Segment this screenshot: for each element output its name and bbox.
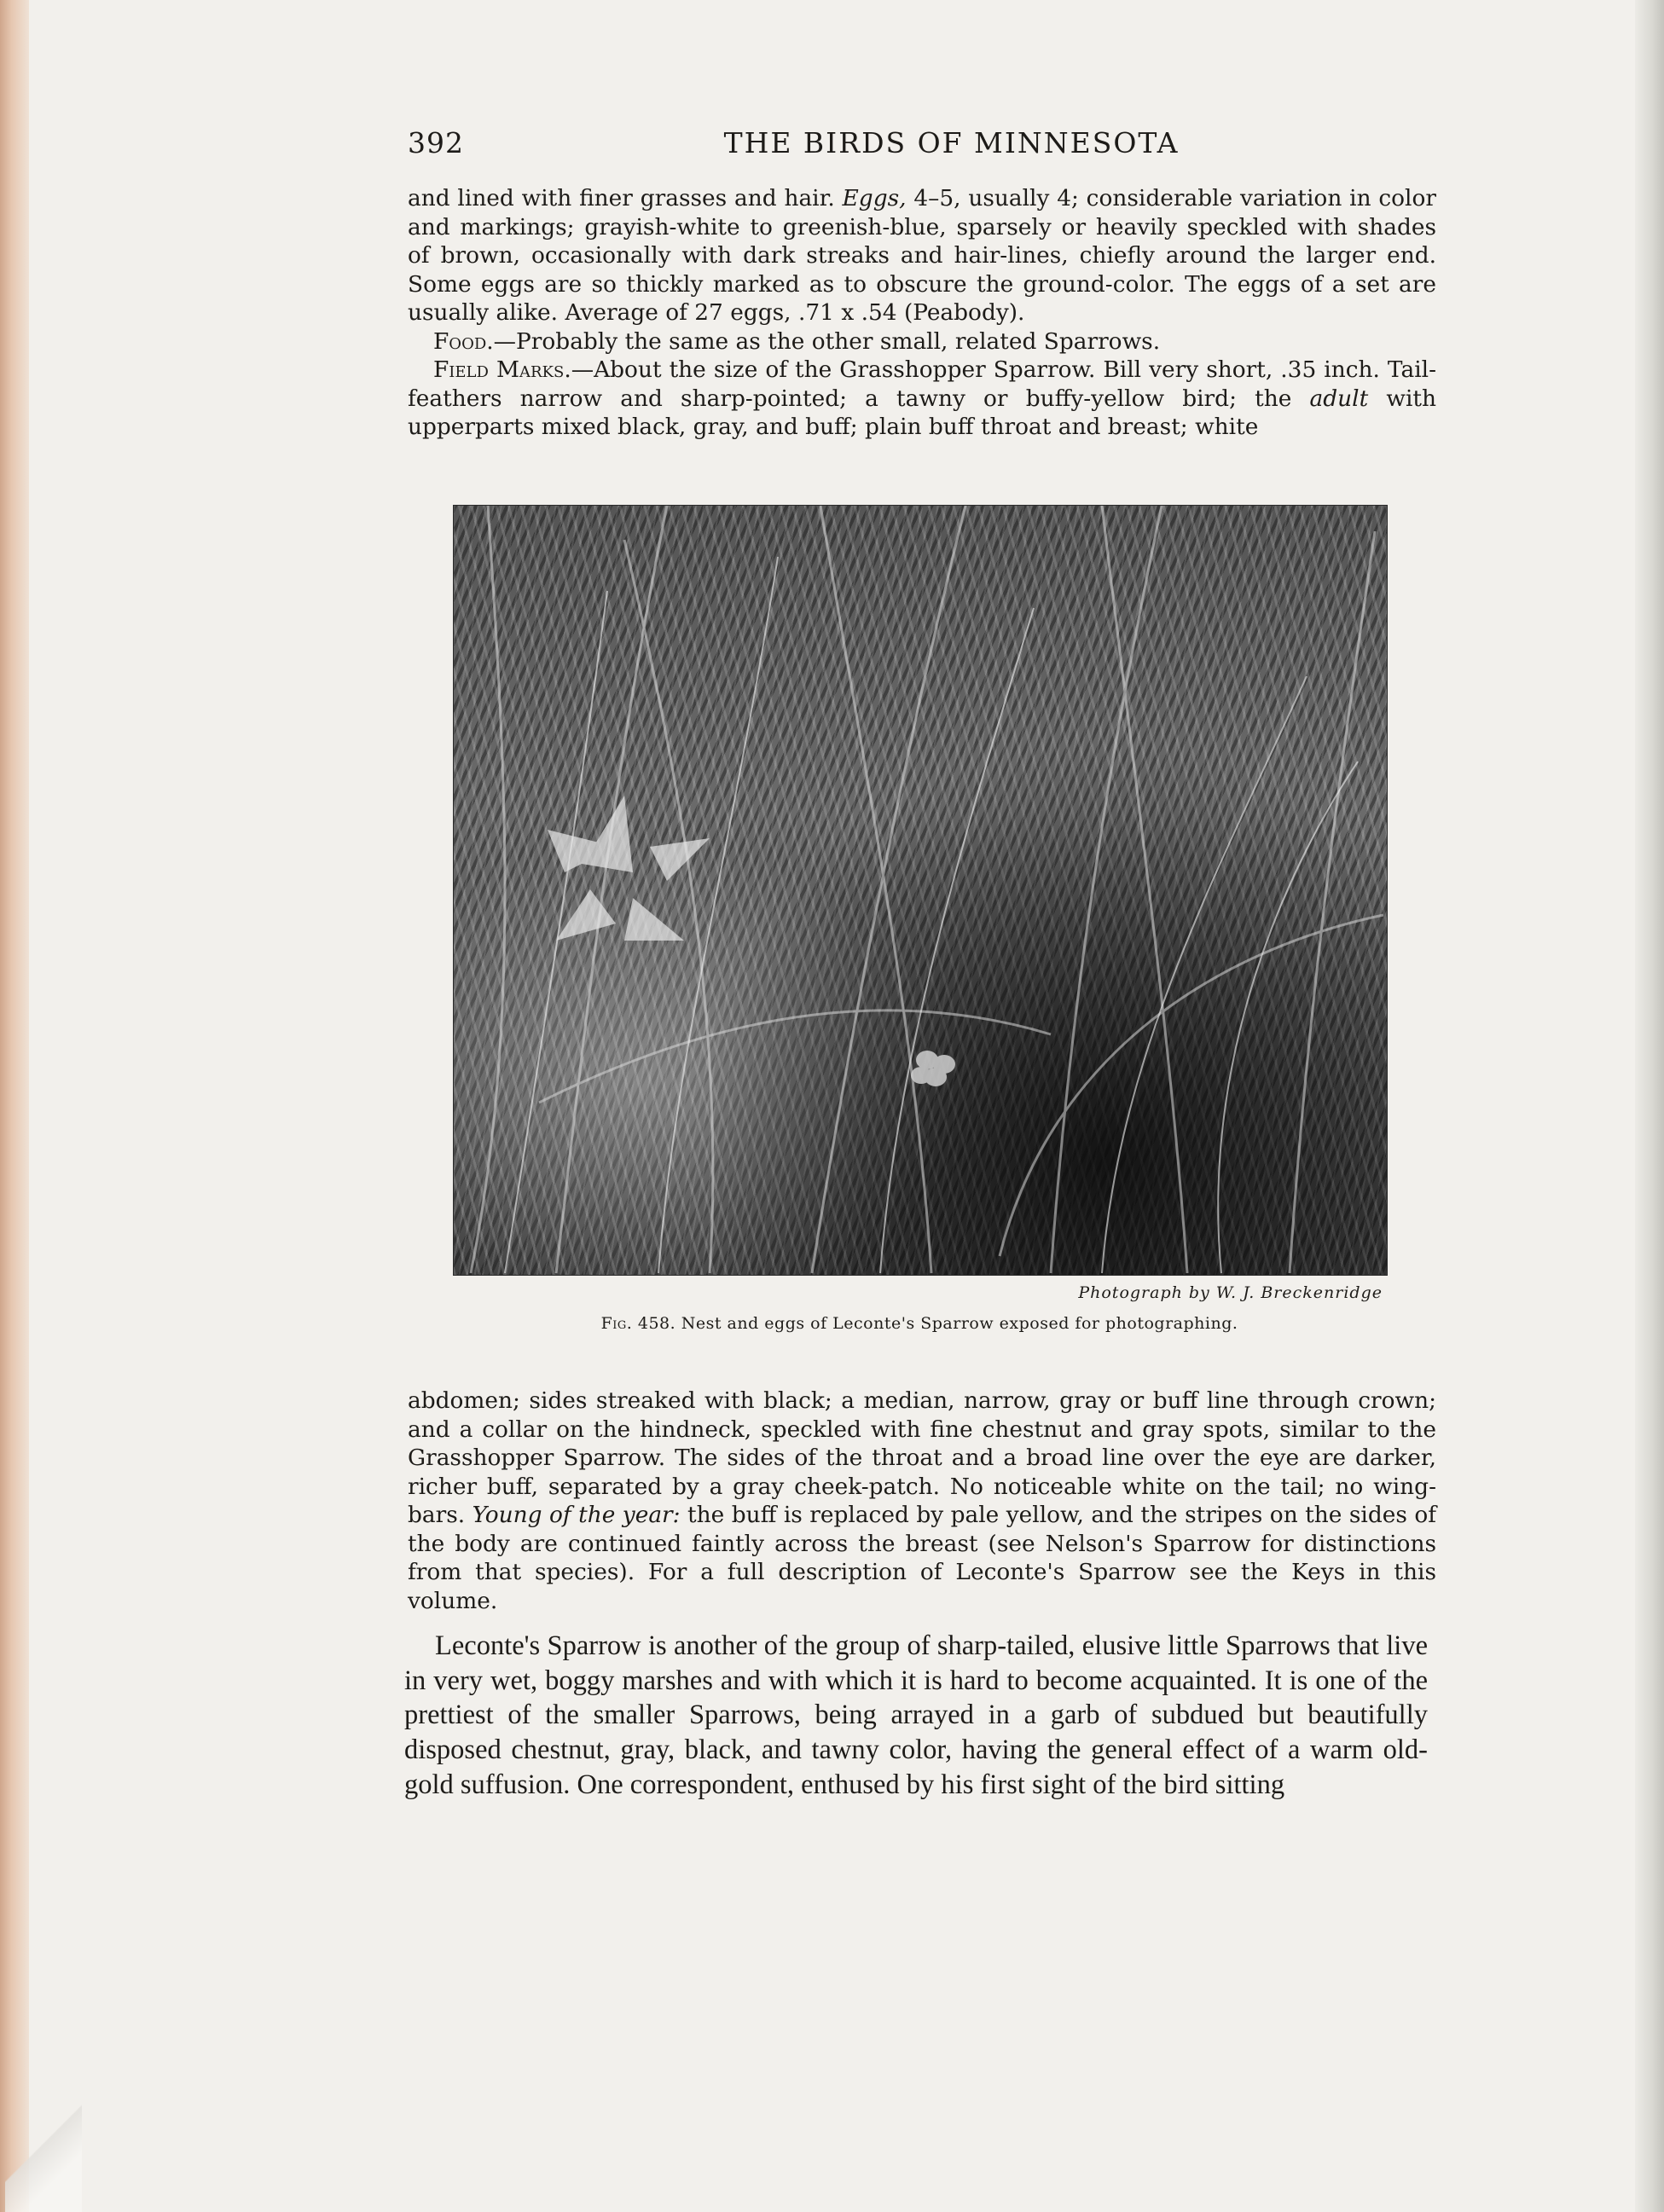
food-paragraph: Food.—Probably the same as the other small, related Sparrows. — [433, 327, 1161, 355]
food-heading: Food. — [433, 327, 494, 355]
running-head: THE BIRDS OF MINNESOTA — [723, 126, 1180, 159]
photo-credit: Photograph by W. J. Breckenridge — [1078, 1283, 1383, 1302]
nest-photograph — [454, 506, 1387, 1275]
grass-illustration — [454, 506, 1387, 1275]
field-marks-paragraph: Field Marks.—About the size of the Grasshopper Sparrow. Bill very short, .35 inch. Tail-feathers narrow and sharp-pointed; a tawny or buffy-yellow bird; the adult with upperparts mixed black, gray, and buff; plain buff throat and breast; white — [408, 356, 1436, 440]
nest-eggs-section — [408, 184, 1436, 442]
narrative-text — [404, 1629, 1428, 1803]
narrative-paragraph: Leconte's Sparrow is another of the group of sharp-tailed, elusive little Sparrows that live in very wet, boggy marshes and with which it is hard to become acquainted. It is one of the prettiest of the smaller Sparrows, being arrayed in a garb of subdued but beautifully disposed chestnut, gray, black, and tawny color, having the general effect of a warm old-gold suffusion. One correspondent, enthused by his first sight of the bird sitting — [404, 1630, 1428, 1800]
figure-caption: Fig. 458. Nest and eggs of Leconte's Sparrow exposed for photographing. — [600, 1314, 1238, 1333]
field-marks-continued-paragraph: abdomen; sides streaked with black; a median, narrow, gray or buff line through crown; and a collar on the hindneck, speckled with fine chestnut and gray spots, similar to the Grasshopper Sparrow. The sides of the throat and a broad line over the eye are darker, richer buff, separated by a gray cheek-patch. No noticeable white on the tail; no wing-bars. Young of the year: the buff is replaced by pale yellow, and the stripes on the sides of the body are continued faintly across the breast (see Nelson's Sparrow for distinctions from that species). For a full description of Leconte's Sparrow see the Keys in this volume. — [408, 1387, 1436, 1614]
page-edge-left — [0, 0, 29, 2212]
field-marks-heading: Field Marks. — [433, 356, 571, 383]
page-edge-right — [1635, 0, 1664, 2212]
page-corner — [5, 2093, 82, 2212]
page-number: 392 — [408, 126, 464, 159]
figure-label: Fig. 458. — [600, 1314, 676, 1333]
field-marks-continued — [408, 1387, 1436, 1615]
eggs-paragraph: and lined with finer grasses and hair. Eggs, 4–5, usually 4; considerable variation in color and markings; grayish-white to greenish-blue, sparsely or heavily speckled with shades of brown, occasionally with dark streaks and hair-lines, chiefly around the larger end. Some eggs are so thickly marked as to obscure the ground-color. The eggs of a set are usually alike. Average of 27 eggs, .71 x .54 (Peabody). — [408, 185, 1436, 326]
page-header — [408, 126, 1444, 164]
